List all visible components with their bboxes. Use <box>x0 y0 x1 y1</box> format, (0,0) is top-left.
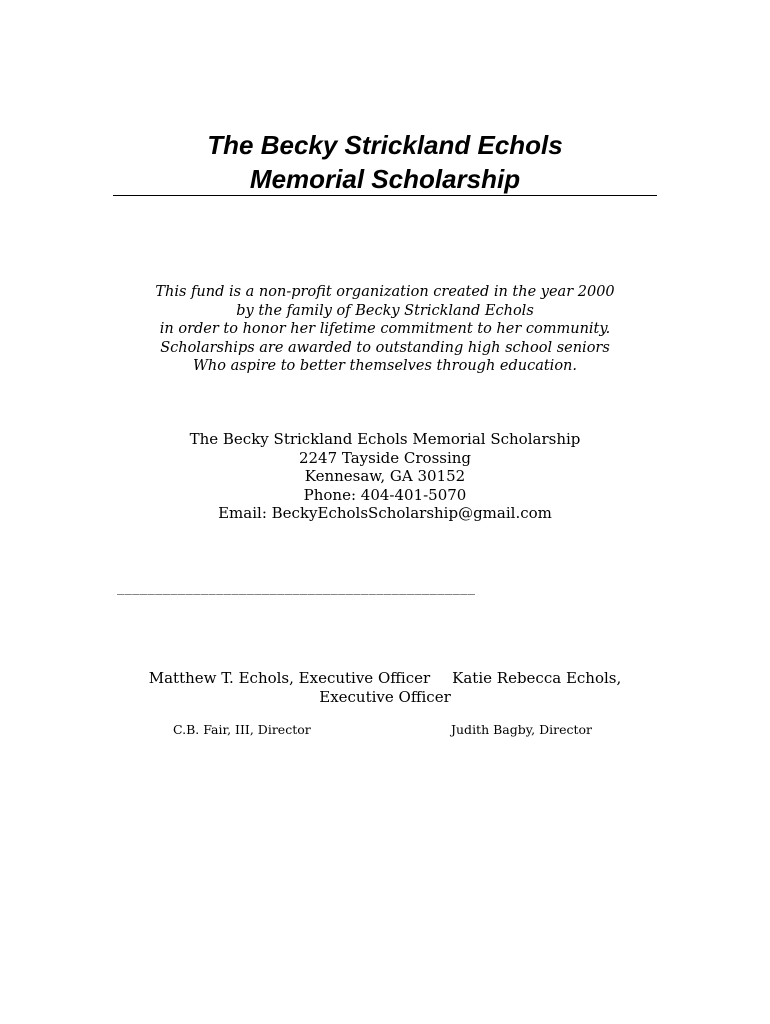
city-state-zip: Kennesaw, GA 30152 <box>304 467 466 485</box>
title-line-1: The Becky Strickland Echols <box>207 130 563 160</box>
document-title <box>0 128 770 196</box>
title-line-2: Memorial Scholarship <box>249 164 521 194</box>
mission-line: Who aspire to better themselves through education. <box>193 358 577 374</box>
email-address: Email: BeckyEcholsScholarship@gmail.com <box>218 504 552 522</box>
title-underline <box>113 195 657 196</box>
mission-statement <box>0 283 770 376</box>
mission-line: Scholarships are awarded to outstanding high school seniors <box>160 339 610 356</box>
separator-line: _______________________________________________ <box>117 581 476 595</box>
contact-address-block <box>0 430 770 523</box>
phone-number: Phone: 404-401-5070 <box>303 485 467 504</box>
officer-2-title: Executive Officer <box>319 688 451 706</box>
organization-name: The Becky Strickland Echols Memorial Scholarship <box>189 430 581 448</box>
mission-line: by the family of Becky Strickland Echols <box>236 302 534 319</box>
mission-line: This fund is a non-profit organization created in the year 2000 <box>155 284 615 300</box>
officer-2: Katie Rebecca Echols, <box>452 669 622 687</box>
mission-line: in order to honor her lifetime commitment to her community. <box>159 321 611 337</box>
officer-1: Matthew T. Echols, Executive Officer <box>148 669 431 687</box>
officers-block <box>0 669 770 707</box>
director-1: C.B. Fair, III, Director <box>173 722 311 737</box>
street-address: 2247 Tayside Crossing <box>298 448 472 467</box>
director-2: Judith Bagby, Director <box>451 722 593 737</box>
